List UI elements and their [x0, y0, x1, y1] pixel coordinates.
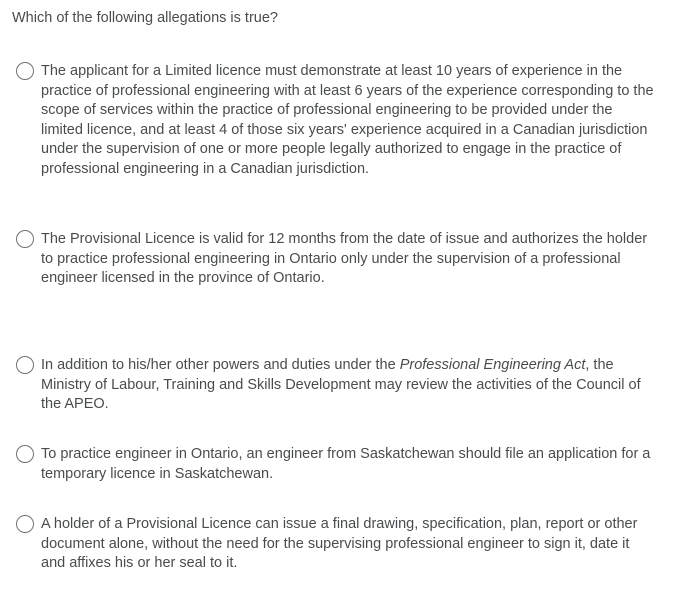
answer-option-5[interactable]: [16, 515, 656, 574]
answer-option-1-label: The applicant for a Limited licence must demonstrate at least 10 years of experience in the practice of professional engineering with at least 6 years of the experience corresponding to the scope of services within the practice of professional engineering to be provided under the limited licence, and at least 4 of those six years' experience acquired in a Canadian jurisdiction under the supervision of one or more people legally authorized to engage in the practice of professional engineering in a Canadian jurisdiction.: [41, 63, 654, 177]
answer-option-2-label: The Provisional Licence is valid for 12 months from the date of issue and authorizes the holder to practice professional engineering in Ontario only under the supervision of a professional engineer licensed in the province of Ontario.: [41, 231, 648, 286]
answer-option-3-label: [41, 356, 656, 415]
answer-option-3[interactable]: [16, 356, 656, 415]
act-name-italic: Professional Engineering Act: [399, 357, 586, 373]
answer-option-5-label: A holder of a Provisional Licence can issue a final drawing, specification, plan, report or other document alone, without the need for the supervising professional engineer to sign it, date it and affixes his or her seal to it.: [41, 516, 638, 571]
answer-option-4-label: To practice engineer in Ontario, an engineer from Saskatchewan should file an application for a temporary licence in Saskatchewan.: [41, 446, 651, 482]
answer-option-3-label-start: In addition to his/her other powers and duties under the: [41, 357, 400, 373]
radio-button-1[interactable]: [16, 62, 34, 80]
answer-option-2[interactable]: [16, 230, 656, 289]
radio-button-4[interactable]: [16, 445, 34, 463]
answer-option-3-label-end: , the Ministry of Labour, Training and Skills Development may review the activities of the Council of the APEO.: [41, 357, 641, 412]
radio-button-5[interactable]: [16, 515, 34, 533]
answer-option-4[interactable]: [16, 445, 656, 484]
answer-option-1[interactable]: [16, 62, 656, 179]
question-text: Which of the following allegations is true?: [12, 10, 278, 26]
radio-button-3[interactable]: [16, 356, 34, 374]
radio-button-2[interactable]: [16, 230, 34, 248]
